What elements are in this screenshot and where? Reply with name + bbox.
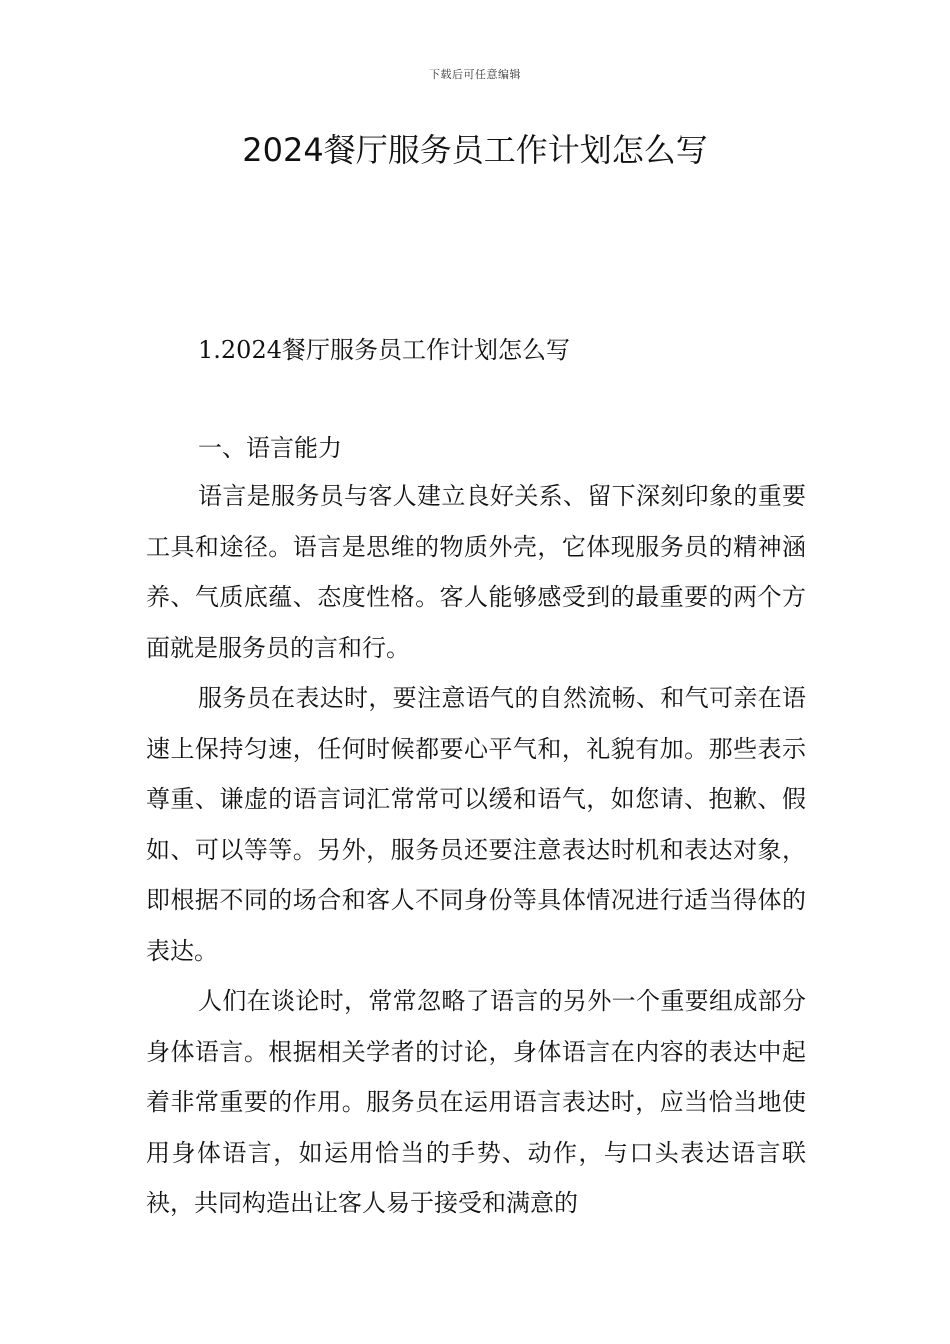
section-heading: 1.2024餐厅服务员工作计划怎么写 <box>198 336 570 364</box>
subsection-heading: 一、语言能力 <box>198 434 342 462</box>
paragraph-1: 语言是服务员与客人建立良好关系、留下深刻印象的重要工具和途径。语言是思维的物质外壳，它体现服务员的精神涵养、气质底蕴、态度性格。客人能够感受到的最重要的两个方面就是服务员的言和行。 <box>146 482 806 662</box>
header-note: 下载后可任意编辑 <box>429 68 521 81</box>
paragraph-3: 人们在谈论时，常常忽略了语言的另外一个重要组成部分身体语言。根据相关学者的讨论，身体语言在内容的表达中起着非常重要的作用。服务员在运用语言表达时，应当恰当地使用身体语言，如运用恰当的手势、动作，与口头表达语言联袂，共同构造出让客人易于接受和满意的 <box>146 987 806 1217</box>
document-title: 2024餐厅服务员工作计划怎么写 <box>242 131 708 169</box>
body-text <box>146 471 806 1229</box>
paragraph-2: 服务员在表达时，要注意语气的自然流畅、和气可亲在语速上保持匀速，任何时候都要心平气和，礼貌有加。那些表示尊重、谦虚的语言词汇常常可以缓和语气，如您请、抱歉、假如、可以等等。另外，服务员还要注意表达时机和表达对象，即根据不同的场合和客人不同身份等具体情况进行适当得体的表达。 <box>146 684 806 965</box>
